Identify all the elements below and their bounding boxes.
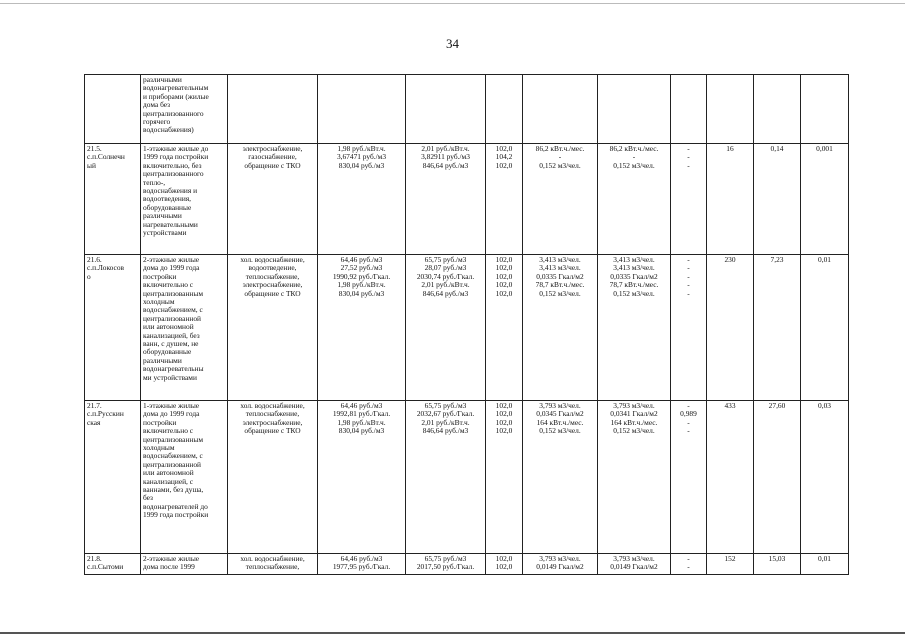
cell-line: 3,413 м3/чел. [613,255,655,264]
settlement-cell [85,554,141,575]
cell-line: 21.6. [87,255,102,264]
cell-line: 1-этажные жилые до [143,144,209,153]
norm-first-cell [523,554,598,575]
cell-line: 0,989 [680,409,697,419]
cell-line: 0,0335 Гкал/м2 [536,271,584,281]
services-cell [228,255,318,401]
cell-line: 164 кВт.ч./мес. [536,417,584,427]
cell-line: водонагревательным [143,83,209,93]
count-cell [707,401,754,554]
cell-line: 3,793 м3/чел. [613,554,655,563]
cell-line: 102,0 [495,401,513,410]
cell-line: - [687,554,690,563]
cell-line: 830,04 руб./м3 [338,160,385,170]
tariff-table [84,74,849,575]
norm-second-cell [598,554,671,575]
cell-line: теплоснабжение, [245,409,300,419]
norm-first-cell [523,255,598,401]
cell-value: 27,60 [768,401,786,410]
tariff-first-cell [318,75,406,144]
cell-line: 21.5. [87,144,102,153]
norm-second-cell [598,144,671,255]
cell-line: хол. водоснабжение, [240,554,305,563]
cell-line: - [687,144,690,153]
cell-line: устройствами [143,228,187,238]
coefficient-cell [671,255,707,401]
housing-description-cell [141,144,228,255]
cell-value: 0,14 [770,144,784,153]
housing-description-cell [141,75,228,144]
cell-line: обращение с ТКО [244,426,301,436]
settlement-cell [85,75,141,144]
cell-line: 0,152 м3/чел. [613,160,655,170]
housing-description-cell [141,554,228,575]
cell-line: 102,0 [495,288,513,298]
count-cell [707,75,754,144]
settlement-cell [85,401,141,554]
cell-line: 2,01 руб./кВт.ч. [421,417,470,427]
cell-line: 0,152 м3/чел. [613,288,655,298]
services-cell [228,75,318,144]
cell-line: 102,0 [495,562,513,572]
cell-line: или автономной [143,322,194,332]
cell-line: хол. водоснабжение, [240,255,305,264]
settlement-cell [85,144,141,255]
cell-line: - [687,426,690,436]
count-cell [707,144,754,255]
cell-line: 3,793 м3/чел. [539,401,581,410]
services-cell [228,554,318,575]
cell-line: 64,46 руб./м3 [340,401,383,410]
cell-line: 0,152 м3/чел. [539,160,581,170]
cell-line: - [687,562,690,572]
cell-line: дома до 1999 года [143,263,200,273]
cell-line: 28,07 руб./м3 [424,263,467,273]
cell-line: электроснабжение, [242,417,303,427]
table-row [85,255,849,401]
cell-line: - [687,401,690,410]
tariff-first-cell [318,401,406,554]
area-cell [754,554,801,575]
cell-line: 1990,92 руб./Гкал. [332,271,391,281]
cell-line: оборудованные [143,202,192,212]
cell-line: 2032,67 руб./Гкал. [416,409,475,419]
cell-line: 0,152 м3/чел. [539,426,581,436]
cell-line: с.п.Солнечн [87,152,125,162]
cell-line: с.п.Локосов [87,263,125,273]
cell-line: - [687,288,690,298]
scan-top-edge [0,3,905,4]
cell-line: 65,75 руб./м3 [424,255,467,264]
cell-line: 846,64 руб./м3 [422,426,469,436]
cell-line: 846,64 руб./м3 [422,160,469,170]
cell-line: обращение с ТКО [244,288,301,298]
cell-line: 2030,74 руб./Гкал. [416,271,475,281]
cell-line: 86,2 кВт.ч./мес. [535,144,585,153]
cell-line: 1,98 руб./кВт.ч. [337,144,386,153]
cell-line: 2017,50 руб./Гкал. [416,562,475,572]
cell-line: централизованного [143,169,204,179]
cell-line: - [687,271,690,281]
cell-line: теплоснабжение, [245,562,300,572]
tariff-second-cell [406,401,486,554]
cell-line: горячего [143,117,171,127]
cell-line: 0,0149 Гкал/м2 [536,562,584,572]
page-number: 34 [446,36,459,51]
services-cell [228,401,318,554]
cell-line: 102,0 [495,263,513,273]
cell-line: 102,0 [495,255,513,264]
services-cell [228,144,318,255]
cell-line: канализацией, без [143,330,200,340]
cell-line: - [687,280,690,290]
cell-line: - [687,255,690,264]
coefficient-cell [671,144,707,255]
cell-line: водоснабжением, с [143,451,203,461]
cell-line: ый [87,160,96,170]
cell-line: ми устройствами [143,372,197,382]
cell-line: электроснабжение, [242,280,303,290]
cell-line: газоснабжение, [248,152,297,162]
cell-line: дома до 1999 года [143,409,200,419]
cell-line: 102,0 [495,144,513,153]
cell-line: постройки [143,417,177,427]
housing-description-cell [141,401,228,554]
cell-line: водоотведения, [143,194,192,204]
cell-line: 102,0 [495,554,513,563]
norm-first-cell [523,401,598,554]
cell-line: 65,75 руб./м3 [424,554,467,563]
cell-value: 152 [724,554,736,563]
tariff-index-cell [486,554,523,575]
cell-line: водоснабжения и [143,186,198,196]
cell-value: 16 [726,144,734,153]
cell-line: 2-этажные жилые [143,255,200,264]
cell-line: 0,152 м3/чел. [613,426,655,436]
scan-bottom-edge [0,632,905,634]
cell-line: водонагревательны [143,364,204,374]
cell-line: - [687,160,690,170]
norm-second-cell [598,401,671,554]
cell-line: 21.8. [87,554,102,563]
cell-line: 164 кВт.ч./мес. [610,417,658,427]
cell-line: различными [143,211,182,221]
cell-line: 104,2 [495,152,513,162]
settlement-cell [85,255,141,401]
cell-line: холодным [143,297,175,307]
cell-line: водоотведение, [248,263,297,273]
cell-line: канализацией, с [143,476,194,486]
cell-line: и приборами (жилые [143,91,209,101]
coefficient-cell [671,401,707,554]
cell-line: 78,7 кВт.ч./мес. [609,280,659,290]
share-cell [801,554,849,575]
cell-line: 830,04 руб./м3 [338,426,385,436]
cell-line: централизованной [143,459,201,469]
cell-line: водонагревателей до [143,501,208,511]
cell-line: ванн, с душем, не [143,339,199,349]
coefficient-cell [671,554,707,575]
cell-line: хол. водоснабжение, [240,401,305,410]
cell-line: 1999 года постройки [143,152,209,162]
cell-line: обращение с ТКО [244,160,301,170]
tariff-index-cell [486,144,523,255]
cell-line: 21.7. [87,401,102,410]
cell-value: 7,23 [770,255,784,264]
cell-line: 3,793 м3/чел. [539,554,581,563]
cell-line: 102,0 [495,271,513,281]
cell-line: - [632,152,636,162]
area-cell [754,75,801,144]
cell-line: теплоснабжение, [245,271,300,281]
cell-line: электроснабжение, [242,144,303,153]
cell-line: оборудованные [143,347,192,357]
cell-line: 3,413 м3/чел. [539,263,581,273]
cell-line: нагревательными [143,219,198,229]
cell-line: 1,98 руб./кВт.ч. [337,417,386,427]
cell-line: различными [143,355,182,365]
cell-line: 102,0 [495,160,513,170]
cell-value: 0,01 [818,255,831,264]
share-cell [801,401,849,554]
cell-line: холодным [143,443,175,453]
tariff-first-cell [318,255,406,401]
cell-line: включительно с [143,280,194,290]
norm-second-cell [598,75,671,144]
cell-line: централизованным [143,434,203,444]
cell-line: 3,82911 руб./м3 [421,152,470,162]
norm-second-cell [598,255,671,401]
tariff-second-cell [406,144,486,255]
cell-line: 3,793 м3/чел. [613,401,655,410]
cell-line: 2,01 руб./кВт.ч. [421,280,470,290]
cell-line: централизованной [143,313,201,323]
cell-line: 1999 года постройки [143,510,209,520]
cell-value: 0,01 [818,554,831,563]
cell-line: 2-этажные жилые [143,554,200,563]
cell-line: - [687,152,690,162]
cell-line: 0,152 м3/чел. [539,288,581,298]
cell-line: включительно, без [143,160,202,170]
table-row [85,554,849,575]
cell-line: постройки [143,271,177,281]
cell-line: 64,46 руб./м3 [340,554,383,563]
cell-line: водоснабжением, с [143,305,203,315]
cell-line: дома после 1999 [143,562,195,572]
norm-first-cell [523,144,598,255]
cell-line: или автономной [143,468,194,478]
cell-line: 1,98 руб./кВт.ч. [337,280,386,290]
cell-line: с.п.Сытоми [87,562,124,572]
cell-line: 102,0 [495,409,513,419]
tariff-second-cell [406,75,486,144]
cell-line: тепло-, [143,177,166,187]
cell-line: централизованным [143,288,203,298]
cell-line: 1977,95 руб./Гкал. [332,562,391,572]
cell-line: 78,7 кВт.ч./мес. [535,280,585,290]
cell-line: - [687,417,690,427]
cell-value: 230 [724,255,736,264]
cell-line: дома без [143,100,171,110]
cell-line: 102,0 [495,280,513,290]
cell-line: без [143,493,153,503]
area-cell [754,401,801,554]
cell-line: 1992,81 руб./Гкал. [332,409,391,419]
cell-line: различными [143,75,182,84]
tariff-first-cell [318,144,406,255]
table-row [85,75,849,144]
cell-line: централизованного [143,108,204,118]
cell-value: 433 [724,401,736,410]
cell-line: - [558,152,562,162]
cell-line: 0,0341 Гкал/м2 [610,409,658,419]
cell-line: ваннами, без душа, [143,485,204,495]
housing-description-cell [141,255,228,401]
cell-line: 102,0 [495,426,513,436]
cell-line: 846,64 руб./м3 [422,288,469,298]
count-cell [707,255,754,401]
cell-line: 102,0 [495,417,513,427]
cell-line: 65,75 руб./м3 [424,401,467,410]
cell-line: с.п.Русскин [87,409,124,419]
tariff-second-cell [406,554,486,575]
tariff-index-cell [486,401,523,554]
cell-line: 3,67471 руб./м3 [336,152,387,162]
cell-line: 830,04 руб./м3 [338,288,385,298]
cell-line: 1-этажные жилые [143,401,200,410]
cell-line: водоснабжения) [143,125,194,135]
share-cell [801,144,849,255]
count-cell [707,554,754,575]
area-cell [754,255,801,401]
cell-line: 0,0149 Гкал/м2 [610,562,658,572]
cell-line: включительно с [143,426,194,436]
cell-line: о [87,271,91,281]
cell-line: 3,413 м3/чел. [613,263,655,273]
cell-value: 15,03 [768,554,786,563]
share-cell [801,75,849,144]
norm-first-cell [523,75,598,144]
cell-line: - [687,263,690,273]
cell-line: 3,413 м3/чел. [539,255,581,264]
tariff-index-cell [486,75,523,144]
table-row [85,401,849,554]
cell-line: 86,2 кВт.ч./мес. [609,144,659,153]
cell-line: 2,01 руб./кВт.ч. [421,144,470,153]
table-row [85,144,849,255]
cell-line: ская [87,417,101,427]
cell-value: 0,001 [816,144,833,153]
cell-value: 0,03 [818,401,831,410]
cell-line: 27,52 руб./м3 [340,263,383,273]
coefficient-cell [671,75,707,144]
tariff-first-cell [318,554,406,575]
tariff-index-cell [486,255,523,401]
area-cell [754,144,801,255]
cell-line: 0,0335 Гкал/м2 [610,271,658,281]
cell-line: 64,46 руб./м3 [340,255,383,264]
tariff-second-cell [406,255,486,401]
cell-line: 0,0345 Гкал/м2 [536,409,584,419]
share-cell [801,255,849,401]
